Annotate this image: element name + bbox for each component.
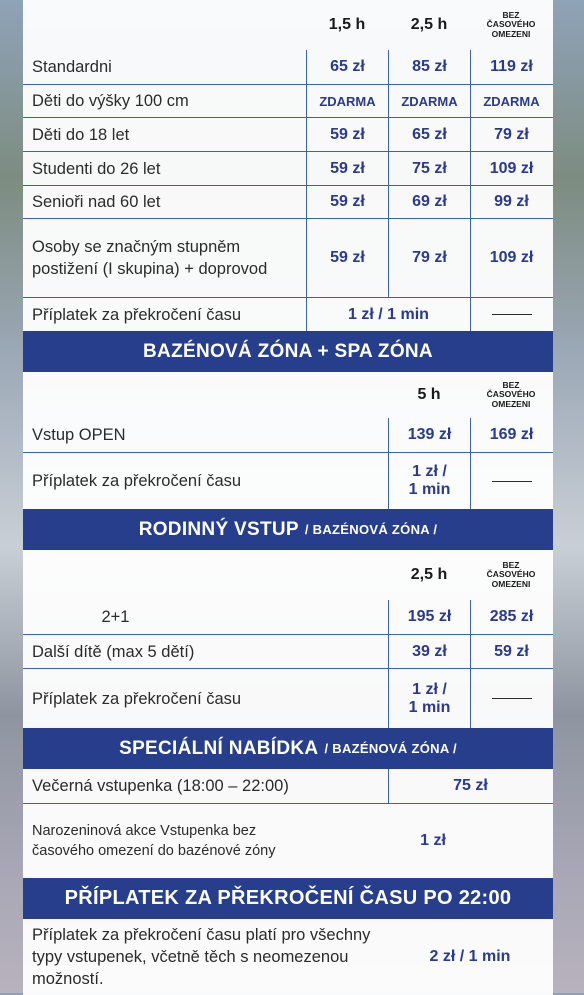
header-col: 2,5 h <box>410 566 448 583</box>
price-cell: 59 zł <box>306 186 388 218</box>
price-cell: 75 zł <box>388 152 470 185</box>
surcharge-value: 1 zł / 1 min <box>388 669 470 728</box>
price-cell: 85 zł <box>388 50 470 84</box>
row-label: Další dítě (max 5 dětí) <box>32 642 195 661</box>
header-row <box>23 550 553 600</box>
price-row <box>23 803 553 878</box>
row-label: Příplatek za překročení času platí pro všechny typy vstupenek, včetně těch s neomezenou možností. <box>32 926 371 988</box>
surcharge-row <box>23 297 553 331</box>
header-col-2: 2,5 h <box>410 16 448 33</box>
row-label: 2+1 <box>101 608 130 626</box>
price-cell: 195 zł <box>388 600 470 634</box>
header-col-bez: BEZ ČASOVÉHO OMEZENI <box>486 559 536 589</box>
price-cell: ZDARMA <box>388 85 470 117</box>
price-row <box>23 919 553 995</box>
price-cell: 75 zł <box>388 769 552 803</box>
header-col-1: 1,5 h <box>328 16 366 33</box>
price-cell: 59 zł <box>306 219 388 297</box>
surcharge-value: 1 zł / 1 min <box>388 453 470 509</box>
row-label: Děti do 18 let <box>32 125 130 144</box>
price-cell: 1 zł <box>420 832 446 849</box>
surcharge-row <box>23 452 553 509</box>
section-special-title: SPECIÁLNÍ NABÍDKA / BAZÉNOVÁ ZÓNA / <box>23 728 553 769</box>
price-cell: 79 zł <box>388 219 470 297</box>
header-row <box>23 0 553 50</box>
price-row <box>23 218 553 297</box>
row-label: Příplatek za překročení času <box>32 305 242 324</box>
no-value-dash <box>470 453 552 509</box>
no-value-dash <box>470 298 552 331</box>
price-table <box>23 0 553 995</box>
price-cell: ZDARMA <box>306 85 388 117</box>
price-cell: 285 zł <box>470 600 552 634</box>
no-value-dash <box>470 669 552 728</box>
header-col-3: BEZ ČASOVÉHO OMEZENI <box>486 9 536 39</box>
row-label: Příplatek za překročení času <box>32 689 242 708</box>
header-empty <box>23 0 306 50</box>
surcharge-value: 1 zł / 1 min <box>306 298 470 331</box>
price-cell: 2 zł / 1 min <box>429 948 511 965</box>
price-cell: 65 zł <box>388 118 470 151</box>
price-cell: 139 zł <box>388 418 470 452</box>
price-row <box>23 84 553 117</box>
price-row <box>23 634 553 668</box>
price-cell: 59 zł <box>470 635 552 668</box>
row-label: Standardni <box>32 58 112 76</box>
header-col-bez: BEZ ČASOVÉHO OMEZENI <box>486 379 536 409</box>
price-cell: ZDARMA <box>470 85 552 117</box>
row-label: Děti do výšky 100 cm <box>32 92 189 110</box>
row-label: Senioři nad 60 let <box>32 193 161 211</box>
row-label: Večerná vstupenka (18:00 – 22:00) <box>32 777 289 795</box>
section-late-title: PŘÍPLATEK ZA PŘEKROČENÍ ČASU PO 22:00 <box>23 878 553 919</box>
row-label: Příplatek za překročení času <box>32 472 242 490</box>
price-cell: 39 zł <box>388 635 470 668</box>
price-cell: 79 zł <box>470 118 552 151</box>
price-row <box>23 50 553 84</box>
price-cell: 59 zł <box>306 152 388 185</box>
header-row <box>23 372 553 418</box>
price-cell: 169 zł <box>470 418 552 452</box>
row-label: Vstup OPEN <box>32 426 126 444</box>
price-cell: 59 zł <box>306 118 388 151</box>
price-row <box>23 418 553 452</box>
price-cell: 109 zł <box>470 152 552 185</box>
price-row <box>23 185 553 218</box>
price-cell: 65 zł <box>306 50 388 84</box>
price-row <box>23 117 553 151</box>
price-cell: 119 zł <box>470 50 552 84</box>
price-row <box>23 151 553 185</box>
price-row <box>23 600 553 634</box>
surcharge-row <box>23 668 553 728</box>
section-family-title: RODINNÝ VSTUP / BAZÉNOVÁ ZÓNA / <box>23 509 553 550</box>
section-spa-title: BAZÉNOVÁ ZÓNA + SPA ZÓNA <box>23 331 553 372</box>
row-label: Osoby se značným stupněm postižení (I skupina) + doprovod <box>32 238 268 278</box>
price-row <box>23 769 553 803</box>
row-label: Narozeninová akce Vstupenka bez časového omezení do bazénové zóny <box>32 823 276 859</box>
price-cell: 99 zł <box>470 186 552 218</box>
header-col: 5 h <box>417 386 441 403</box>
price-cell: 109 zł <box>470 219 552 297</box>
row-label: Studenti do 26 let <box>32 159 161 178</box>
price-cell: 69 zł <box>388 186 470 218</box>
